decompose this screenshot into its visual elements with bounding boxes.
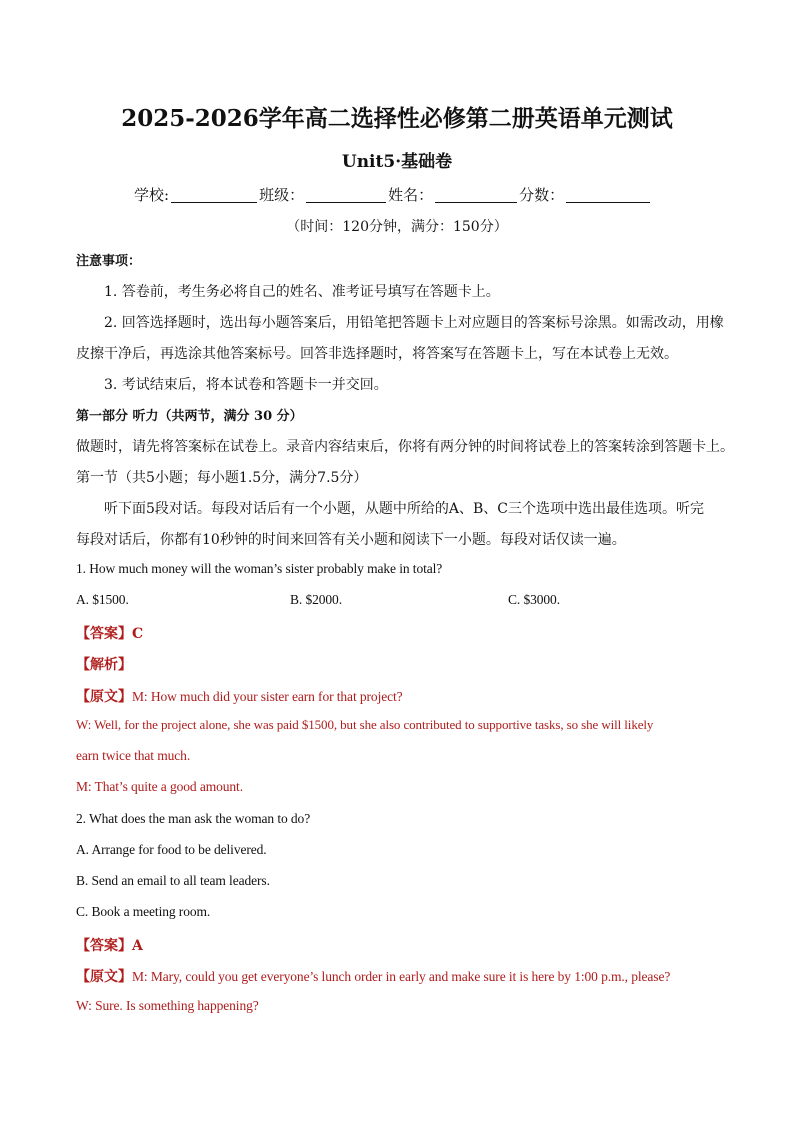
question-1-script-line-3: earn twice that much. (76, 748, 191, 763)
answer-value: A (132, 938, 143, 954)
school-label: 学校: (134, 186, 170, 204)
question-2-answer (76, 935, 143, 955)
question-1-script-line-2: W: Well, for the project alone, she was paid $1500, but she also contributed to supportive tasks, so she will likely (76, 717, 654, 732)
school-blank (171, 186, 257, 203)
notice-item-1: 1. 答卷前，考生务必将自己的姓名、准考证号填写在答题卡上。 (104, 284, 500, 300)
class-label: 班级： (259, 186, 305, 204)
section-1-instruction: 做题时，请先将答案标在试卷上。录音内容结束后，你将有两分钟的时间将试卷上的答案转涂到答题卡上。 (76, 439, 734, 455)
script-text: M: Mary, could you get everyone’s lunch order in early and make sure it is here by 1:00 p.m., please? (132, 969, 671, 984)
answer-label: 【答案】 (76, 626, 132, 642)
notice-item-2-line-1: 2. 回答选择题时，选出每小题答案后，用铅笔把答题卡上对应题目的答案标号涂黑。如需改动，用橡 (104, 315, 724, 331)
question-2-script-line-1 (76, 966, 670, 986)
question-2-script-line-2: W: Sure. Is something happening? (76, 998, 259, 1013)
notice-item-3: 3. 考试结束后，将本试卷和答题卡一并交回。 (104, 377, 388, 393)
question-2-option-a: A. Arrange for food to be delivered. (76, 842, 267, 857)
notice-item-2-line-2: 皮擦干净后，再选涂其他答案标号。回答非选择题时，将答案写在答题卡上，写在本试卷上无效。 (76, 346, 678, 362)
question-1-stem: 1. How much money will the woman’s sister probably make in total? (76, 561, 443, 576)
section-1-heading: 第一部分 听力（共两节，满分 30 分） (76, 409, 303, 424)
question-1-option-a: A. $1500. (76, 592, 129, 607)
script-label: 【原文】 (76, 689, 132, 705)
question-2-stem: 2. What does the man ask the woman to do? (76, 811, 311, 826)
answer-label: 【答案】 (76, 938, 132, 954)
question-1-script-line-1 (76, 686, 403, 706)
question-2-option-c: C. Book a meeting room. (76, 904, 211, 919)
question-1-script-line-4: M: That’s quite a good amount. (76, 779, 243, 794)
part-1-heading: 第一节（共5小题；每小题1.5分，满分7.5分） (76, 470, 368, 486)
answer-value: C (132, 626, 144, 642)
part-1-instruction-line-1: 听下面5段对话。每段对话后有一个小题，从题中所给的A、B、C三个选项中选出最佳选项。听完 (104, 501, 705, 517)
question-2-option-b: B. Send an email to all team leaders. (76, 873, 270, 888)
question-1-option-b: B. $2000. (290, 592, 342, 607)
exam-subtitle: Unit5·基础卷 (341, 152, 453, 172)
script-label: 【原文】 (76, 969, 132, 985)
question-1-analysis-label: 【解析】 (76, 657, 132, 673)
score-blank (566, 186, 650, 203)
name-blank (435, 186, 517, 203)
question-1-option-c: C. $3000. (508, 592, 560, 607)
exam-title: 2025-2026学年高二选择性必修第二册英语单元测试 (121, 105, 673, 132)
question-1-answer (76, 623, 143, 643)
script-text: M: How much did your sister earn for that project? (132, 689, 403, 704)
exam-time-info: （时间：120分钟，满分：150分） (286, 219, 508, 235)
class-blank (306, 186, 386, 203)
score-label: 分数： (519, 186, 565, 204)
part-1-instruction-line-2: 每段对话后，你都有10秒钟的时间来回答有关小题和阅读下一小题。每段对话仅读一遍。 (76, 532, 626, 548)
notice-heading: 注意事项： (76, 254, 142, 269)
name-label: 姓名： (388, 186, 434, 204)
student-info-row (134, 184, 652, 205)
